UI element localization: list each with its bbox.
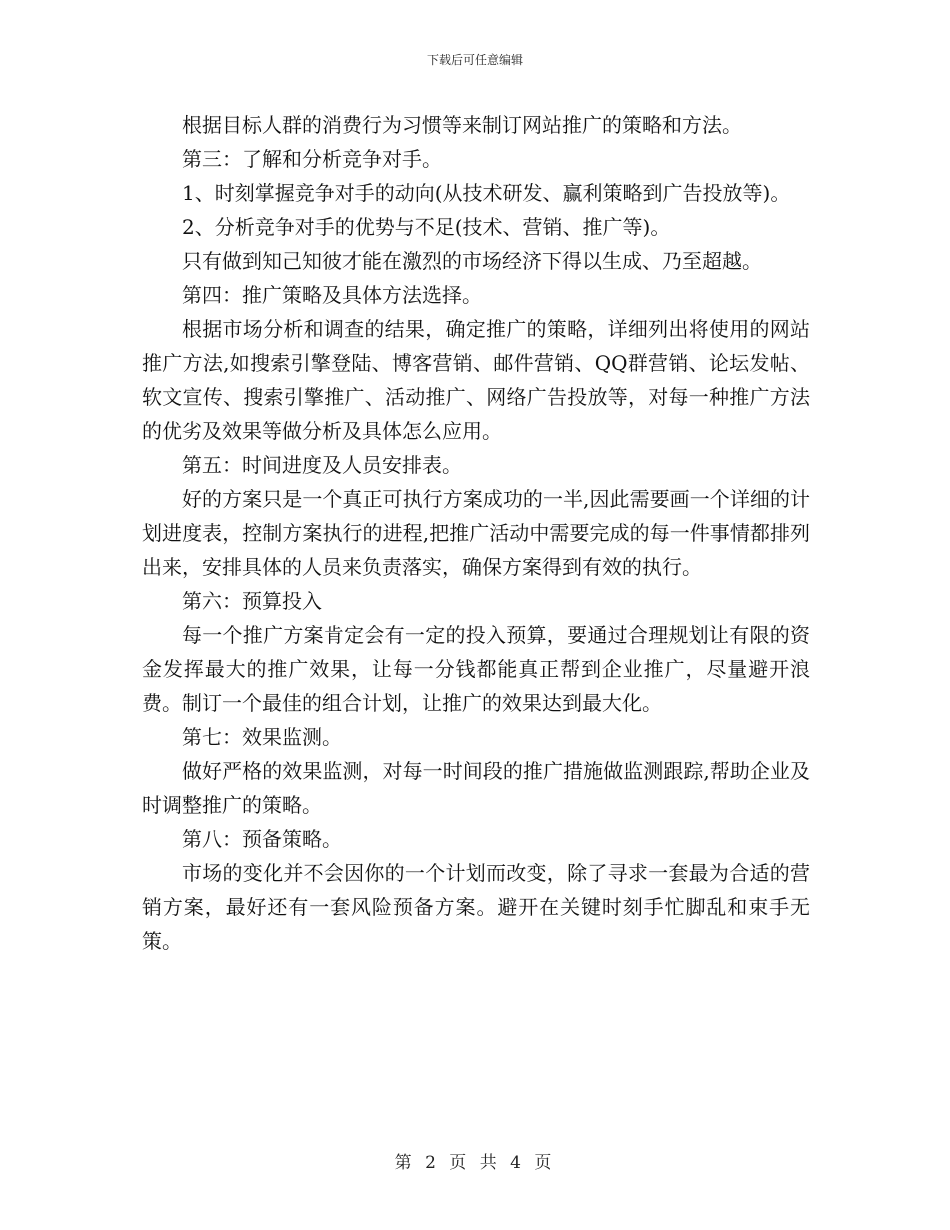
- paragraph-contingency: 市场的变化并不会因你的一个计划而改变，除了寻求一套最为合适的营销方案，最好还有一套风险预备方案。避开在关键时刻手忙脚乱和束手无策。: [142, 861, 810, 953]
- paragraph-schedule: 好的方案只是一个真正可执行方案成功的一半,因此需要画一个详细的计划进度表，控制方案执行的进程,把推广活动中需要完成的每一件事情都排列出来，安排具体的人员来负责落实，确保方案得到有效的执行。: [142, 487, 810, 579]
- heading-step-seven: 第七：效果监测。: [182, 725, 342, 749]
- heading-step-six: 第六：预算投入: [182, 589, 322, 613]
- heading-step-eight: 第八：预备策略。: [182, 827, 342, 851]
- paragraph-monitoring: 做好严格的效果监测，对每一时间段的推广措施做监测跟踪,帮助企业及时调整推广的策略。: [142, 759, 810, 817]
- heading-step-three: 第三：了解和分析竞争对手。: [182, 147, 442, 171]
- heading-step-four: 第四：推广策略及具体方法选择。: [182, 283, 482, 307]
- paragraph-target-audience: 根据目标人群的消费行为习惯等来制订网站推广的策略和方法。: [182, 113, 742, 137]
- list-item-competitor-trends: 1、时刻掌握竞争对手的动向(从技术研发、赢利策略到广告投放等)。: [182, 181, 791, 205]
- document-body: [142, 108, 810, 958]
- paragraph-promotion-methods: 根据市场分析和调查的结果，确定推广的策略，详细列出将使用的网站推广方法,如搜索引擎登陆、博客营销、邮件营销、QQ群营销、论坛发帖、软文宣传、搜索引擎推广、活动推广、网络广告投放等，对每一种推广方法的优劣及效果等做分析及具体怎么应用。: [142, 317, 810, 443]
- heading-step-five: 第五：时间进度及人员安排表。: [182, 453, 462, 477]
- paragraph-budget: 每一个推广方案肯定会有一定的投入预算，要通过合理规划让有限的资金发挥最大的推广效果，让每一分钱都能真正帮到企业推广，尽量避开浪费。制订一个最佳的组合计划，让推广的效果达到最大化。: [142, 623, 810, 715]
- page-header: 下载后可任意编辑: [426, 53, 523, 67]
- list-item-competitor-strengths: 2、分析竞争对手的优势与不足(技术、营销、推广等)。: [182, 215, 671, 239]
- page-footer: 第 2 页 共 4 页: [394, 1153, 556, 1173]
- paragraph-know-yourself: 只有做到知己知彼才能在激烈的市场经济下得以生成、乃至超越。: [182, 249, 762, 273]
